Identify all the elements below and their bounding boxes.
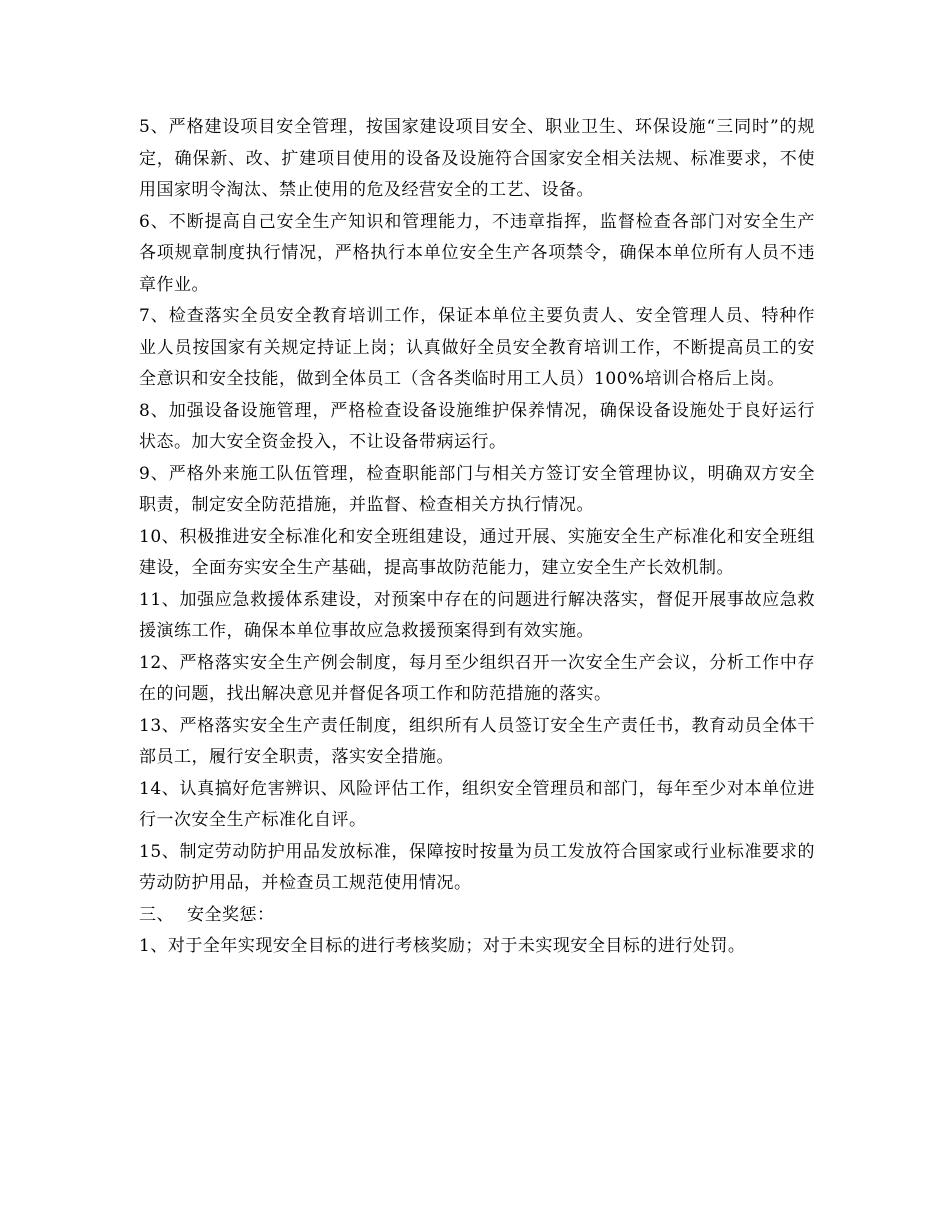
section-number: 三、 bbox=[139, 904, 174, 925]
paragraph-item-5: 5、严格建设项目安全管理，按国家建设项目安全、职业卫生、环保设施“三同时”的规定，确保新、改、扩建项目使用的设备及设施符合国家安全相关法规、标准要求，不使用国家明令淘汰、禁止使用的危及经营安全的工艺、设备。 bbox=[139, 117, 815, 200]
document-body bbox=[139, 112, 815, 963]
closing-paragraph: 1、对于全年实现安全目标的进行考核奖励；对于未实现安全目标的进行处罚。 bbox=[139, 936, 746, 956]
paragraph-item-14: 14、认真搞好危害辨识、风险评估工作，组织安全管理员和部门，每年至少对本单位进行一次安全生产标准化自评。 bbox=[139, 778, 815, 830]
paragraph-item-15: 15、制定劳动防护用品发放标准，保障按时按量为员工发放符合国家或行业标准要求的劳动防护用品，并检查员工规范使用情况。 bbox=[139, 841, 815, 893]
paragraph-item-8: 8、加强设备设施管理，严格检查设备设施维护保养情况，确保设备设施处于良好运行状态。加大安全资金投入，不让设备带病运行。 bbox=[139, 400, 815, 452]
paragraph-item-11: 11、加强应急救援体系建设，对预案中存在的问题进行解决落实，督促开展事故应急救援演练工作，确保本单位事故应急救援预案得到有效实施。 bbox=[139, 589, 815, 641]
section-title: 安全奖惩： bbox=[187, 904, 275, 925]
paragraph-item-12: 12、严格落实安全生产例会制度，每月至少组织召开一次安全生产会议，分析工作中存在的问题，找出解决意见并督促各项工作和防范措施的落实。 bbox=[139, 652, 815, 704]
paragraph-item-9: 9、严格外来施工队伍管理，检查职能部门与相关方签订安全管理协议，明确双方安全职责，制定安全防范措施，并监督、检查相关方执行情况。 bbox=[139, 463, 815, 515]
paragraph-item-10: 10、积极推进安全标准化和安全班组建设，通过开展、实施安全生产标准化和安全班组建设，全面夯实安全生产基础，提高事故防范能力，建立安全生产长效机制。 bbox=[139, 526, 815, 578]
paragraph-item-7: 7、检查落实全员安全教育培训工作，保证本单位主要负责人、安全管理人员、特种作业人员按国家有关规定持证上岗；认真做好全员安全教育培训工作，不断提高员工的安全意识和安全技能，做到全体员工（含各类临时用工人员）100%培训合格后上岗。 bbox=[139, 306, 815, 389]
section-heading bbox=[139, 900, 815, 932]
paragraph-item-6: 6、不断提高自己安全生产知识和管理能力，不违章指挥，监督检查各部门对安全生产各项规章制度执行情况，严格执行本单位安全生产各项禁令，确保本单位所有人员不违章作业。 bbox=[139, 211, 815, 295]
paragraph-item-13: 13、严格落实安全生产责任制度，组织所有人员签订安全生产责任书，教育动员全体干部员工，履行安全职责，落实安全措施。 bbox=[139, 715, 815, 767]
